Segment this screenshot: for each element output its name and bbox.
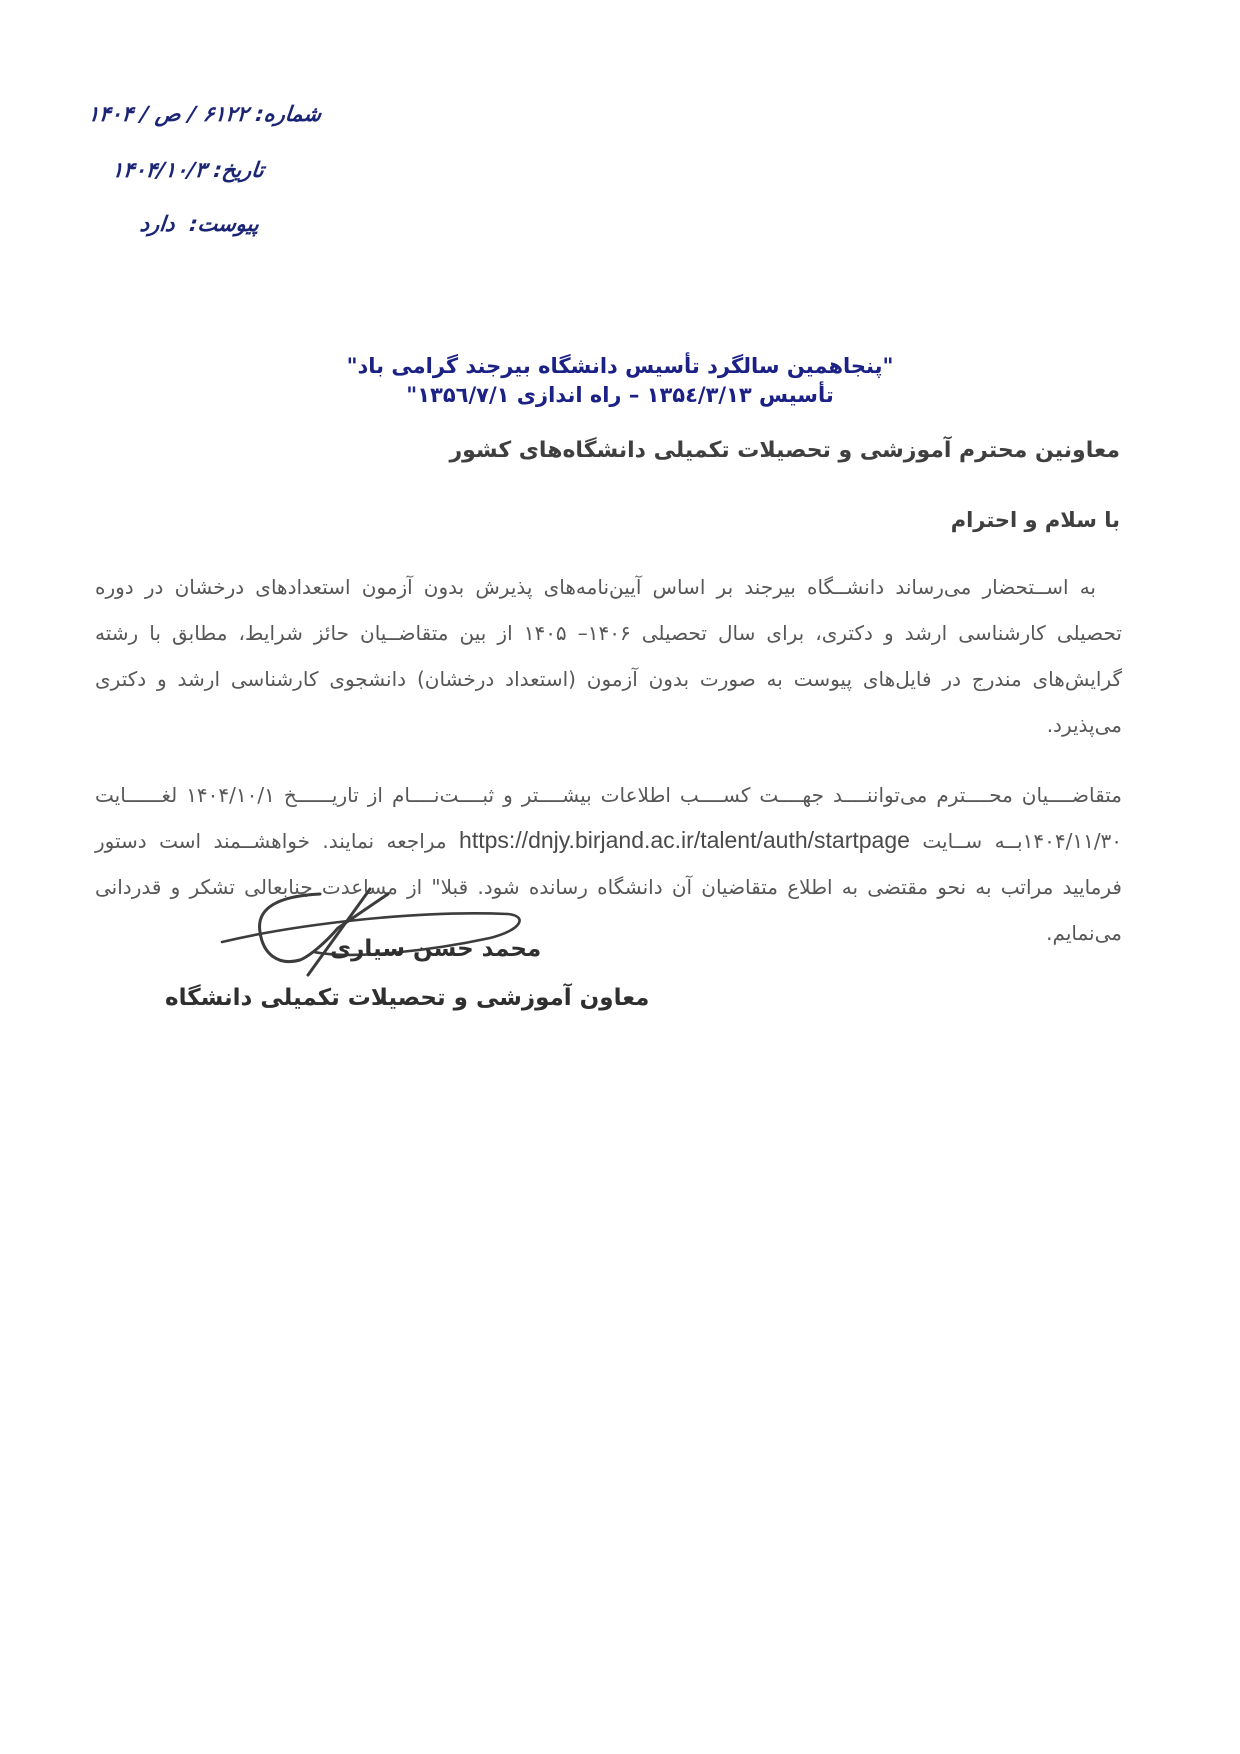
signer-name: محمد حسن سیاری <box>330 936 542 962</box>
addressee: معاونین محترم آموزشی و تحصیلات تکمیلی دانشگاه‌های کشور <box>449 438 1120 463</box>
ref-date: تاریخ: ۱۴۰۴/۱۰/۳ <box>110 158 266 182</box>
registration-url[interactable]: https://dnjy.birjand.ac.ir/talent/auth/startpage <box>459 827 910 853</box>
signature-image <box>208 884 540 980</box>
paragraph-2-before-url: متقاضــــیان محــــترم می‌تواننــــد جهــــت کســــب اطلاعات بیشــــتر و ثبــــت‌نــــام از تاریــــــخ ۱۴۰۴/۱۰/۱ لغــــــایت ۱۴۰۴/۱۱/۳۰بــه ســایت <box>95 783 1123 853</box>
letter-title-line2: تأسیس ۱۳۵٤/۳/۱۳ – راه اندازی ۱۳۵٦/۷/۱" <box>406 383 834 407</box>
signer-title: معاون آموزشی و تحصیلات تکمیلی دانشگاه <box>165 985 650 1011</box>
ref-number: شماره: ۶۱۲۲ / ص / ۱۴۰۴ <box>86 102 323 126</box>
salutation: با سلام و احترام <box>950 508 1120 532</box>
paragraph-1: به اســتحضار می‌رساند دانشــگاه بیرجند بر اساس آیین‌نامه‌های پذیرش بدون آزمون استعدادهای درخشان در دوره تحصیلی کارشناسی ارشد و دکتری، برای سال تحصیلی ۱۴۰۶– ۱۴۰۵ از بین متقاضــیان حائز شرایط، مطابق با رشته گرایش‌های مندرج در فایل‌های پیوست به صورت بدون آزمون (استعداد درخشان) دانشجوی کارشناسی ارشد و دکتری می‌پذیرد. <box>95 575 1122 737</box>
letter-title-line1: "پنجاهمین سالگرد تأسیس دانشگاه بیرجند گرامی باد" <box>346 354 894 378</box>
paragraph-2-after-url: مراجعه نمایند. خواهشــمند است دستور فرمایید مراتب به نحو مقتضی به اطلاع متقاضیان آن دانشگاه رسانده شود. قبلا" از مساعدت جنابعالی تشکر و قدردانی می‌نمایم. <box>95 829 1122 945</box>
ref-attachment: پیوست: دارد <box>138 212 261 236</box>
letter-title <box>0 352 1240 410</box>
